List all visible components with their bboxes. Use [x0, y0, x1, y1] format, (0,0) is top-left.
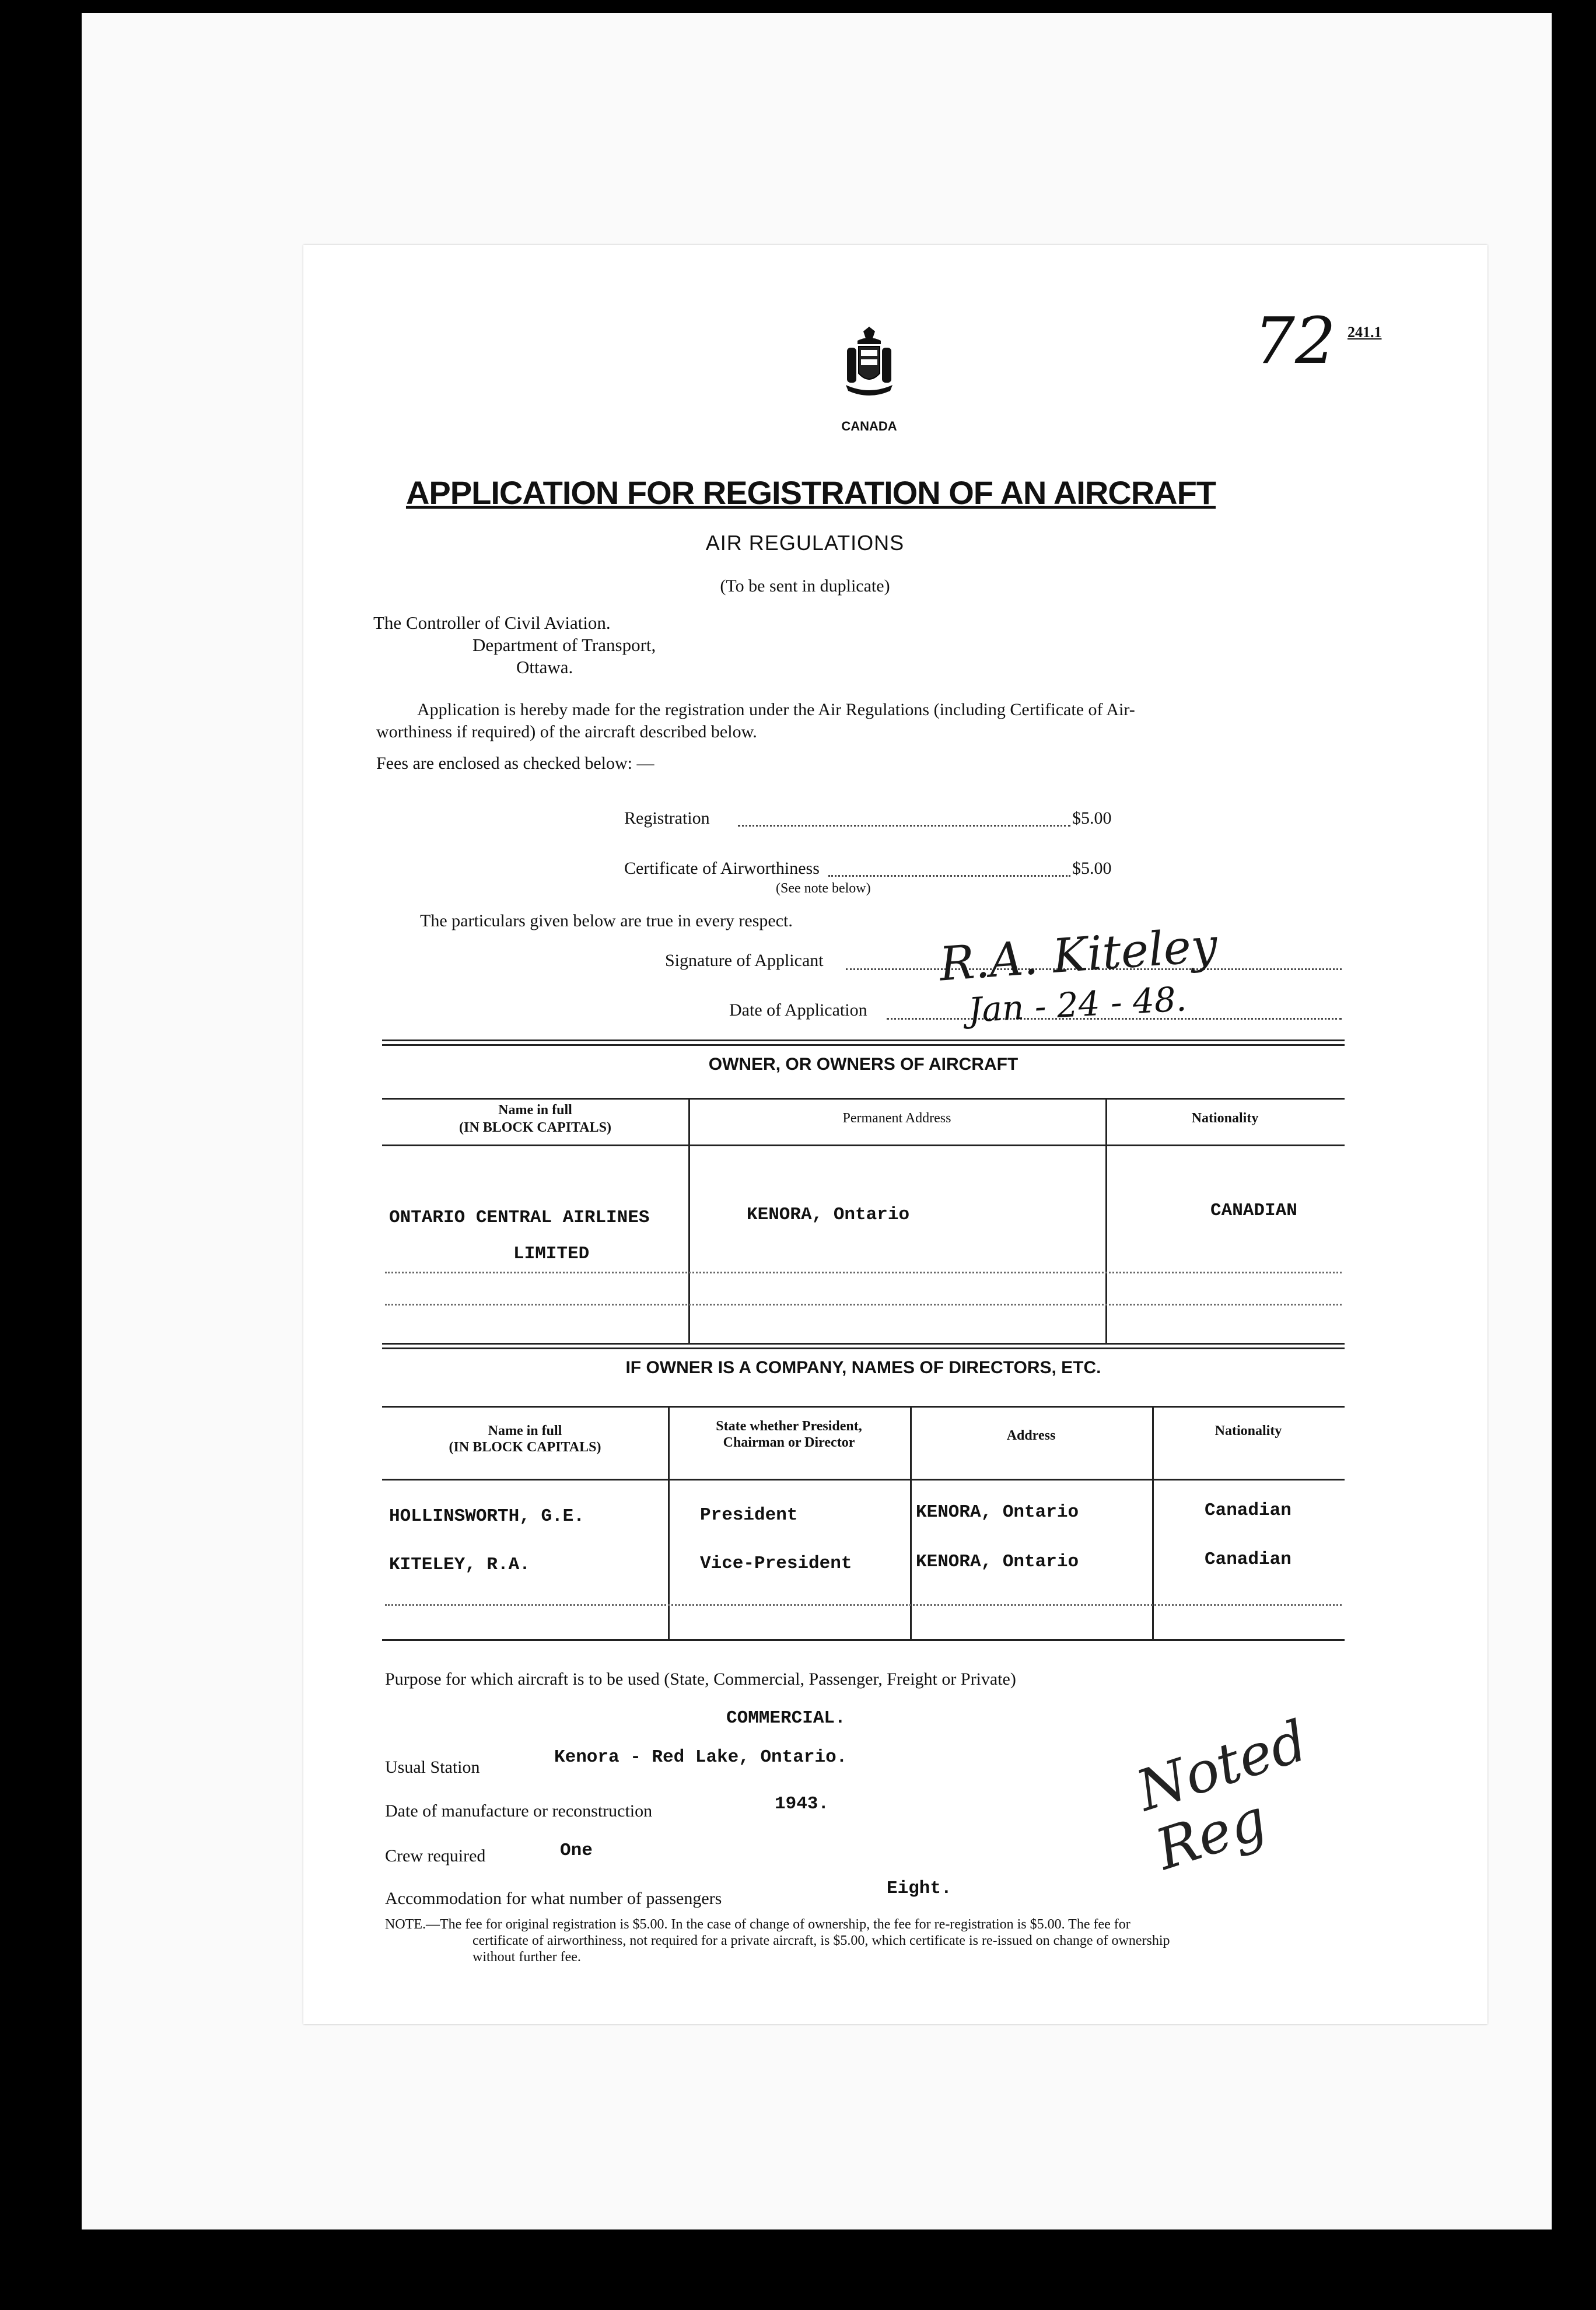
addressee-line-2: Department of Transport,: [473, 635, 656, 655]
fees-text: Fees are enclosed as checked below: —: [376, 754, 654, 773]
owners-header-bottom: [382, 1144, 1345, 1146]
note-line-1: NOTE.—The fee for original registration is $5.00. In the case of change of ownership, the fee for re-registration is $5.00. The fee for: [385, 1917, 1130, 1932]
date-value: Jan - 24 - 48.: [967, 979, 1188, 1030]
accommodation-label: Accommodation for what number of passengers: [385, 1889, 722, 1908]
airworthiness-label: Certificate of Airworthiness: [624, 859, 820, 878]
signature-label: Signature of Applicant: [665, 951, 824, 970]
directors-col-role-1: State whether President,: [716, 1419, 862, 1434]
note-line-2: certificate of airworthiness, not required for a private aircraft, is $5.00, which certificate is re-issued on change of ownership: [473, 1933, 1170, 1948]
owners-top-rule-1: [382, 1040, 1345, 1041]
date-label: Date of Application: [729, 1000, 867, 1020]
director-2-address: KENORA, Ontario: [916, 1552, 1079, 1572]
owners-top-rule-2: [382, 1044, 1345, 1046]
owner-name-line-2: LIMITED: [513, 1244, 590, 1264]
owners-col-name-2: (IN BLOCK CAPITALS): [459, 1120, 611, 1135]
manufacture-label: Date of manufacture or reconstruction: [385, 1801, 653, 1821]
owners-col-divider-2: [1105, 1098, 1107, 1343]
registration-form: [303, 245, 1488, 2024]
director-1-name: HOLLINSWORTH, G.E.: [389, 1506, 584, 1527]
director-2-nationality: Canadian: [1205, 1549, 1292, 1570]
owner-nationality: CANADIAN: [1210, 1200, 1297, 1221]
directors-col-name-2: (IN BLOCK CAPITALS): [449, 1440, 601, 1455]
directors-col-address: Address: [1006, 1428, 1056, 1443]
directors-header-bottom: [382, 1479, 1345, 1480]
addressee-line-3: Ottawa.: [516, 657, 573, 677]
registration-amount: $5.00: [1072, 808, 1112, 828]
crest-label: CANADA: [841, 419, 897, 433]
directors-col-name-1: Name in full: [488, 1423, 562, 1438]
subtitle: AIR REGULATIONS: [705, 531, 905, 555]
application-text-1: Application is hereby made for the registration under the Air Regulations (including Certificate of Air-: [417, 700, 1135, 719]
directors-col-nationality: Nationality: [1214, 1423, 1282, 1438]
directors-col-role-2: Chairman or Director: [723, 1435, 855, 1450]
directors-bottom-rule: [382, 1639, 1345, 1641]
owner-address: KENORA, Ontario: [747, 1205, 910, 1225]
owner-name-line-1: ONTARIO CENTRAL AIRLINES: [389, 1208, 650, 1228]
purpose-value: COMMERCIAL.: [726, 1708, 846, 1728]
airworthiness-dots: [828, 875, 1070, 877]
signature-value: R.A. Kiteley: [937, 918, 1219, 992]
page-title: APPLICATION FOR REGISTRATION OF AN AIRCRAFT: [405, 474, 1216, 511]
crew-label: Crew required: [385, 1846, 486, 1866]
airworthiness-note: (See note below): [776, 881, 871, 896]
director-2-role: Vice-President: [700, 1553, 852, 1574]
owners-bottom-rule: [382, 1343, 1345, 1345]
owners-col-divider-1: [688, 1098, 690, 1343]
director-1-nationality: Canadian: [1205, 1500, 1292, 1521]
particulars-text: The particulars given below are true in every respect.: [420, 911, 793, 930]
note-line-3: without further fee.: [473, 1950, 581, 1965]
addressee-line-1: The Controller of Civil Aviation.: [373, 612, 611, 633]
form-number: 241.1: [1348, 324, 1382, 341]
directors-header-top: [382, 1406, 1345, 1408]
owners-header-top: [382, 1098, 1345, 1100]
stamp-number: 72: [1254, 303, 1336, 378]
director-1-address: KENORA, Ontario: [916, 1502, 1079, 1522]
owners-row-dots-2: [385, 1304, 1342, 1306]
owners-heading: OWNER, OR OWNERS OF AIRCRAFT: [708, 1055, 1019, 1074]
directors-heading: IF OWNER IS A COMPANY, NAMES OF DIRECTORS, ETC.: [625, 1358, 1101, 1377]
crew-value: One: [560, 1840, 593, 1861]
station-value: Kenora - Red Lake, Ontario.: [554, 1747, 848, 1768]
canada-crest-icon: [840, 327, 898, 417]
owners-row-dots-1: [385, 1272, 1342, 1273]
margin-annotation: Noted Reg: [1129, 1707, 1315, 1883]
station-label: Usual Station: [385, 1758, 480, 1777]
application-text-2: worthiness if required) of the aircraft described below.: [376, 722, 757, 741]
director-1-role: President: [700, 1505, 798, 1525]
directors-top-rule: [382, 1348, 1345, 1349]
manufacture-value: 1943.: [775, 1794, 830, 1814]
purpose-label: Purpose for which aircraft is to be used (State, Commercial, Passenger, Freight or Private): [385, 1670, 1016, 1689]
airworthiness-amount: $5.00: [1072, 859, 1112, 878]
directors-row-dots: [385, 1604, 1342, 1606]
registration-dots: [738, 825, 1070, 827]
owners-col-name-1: Name in full: [498, 1102, 572, 1118]
owners-col-nationality: Nationality: [1191, 1111, 1259, 1126]
duplicate-note: (To be sent in duplicate): [720, 576, 890, 596]
accommodation-value: Eight.: [887, 1878, 952, 1899]
director-2-name: KITELEY, R.A.: [389, 1555, 530, 1575]
owners-col-address: Permanent Address: [842, 1111, 951, 1126]
registration-label: Registration: [624, 808, 710, 828]
